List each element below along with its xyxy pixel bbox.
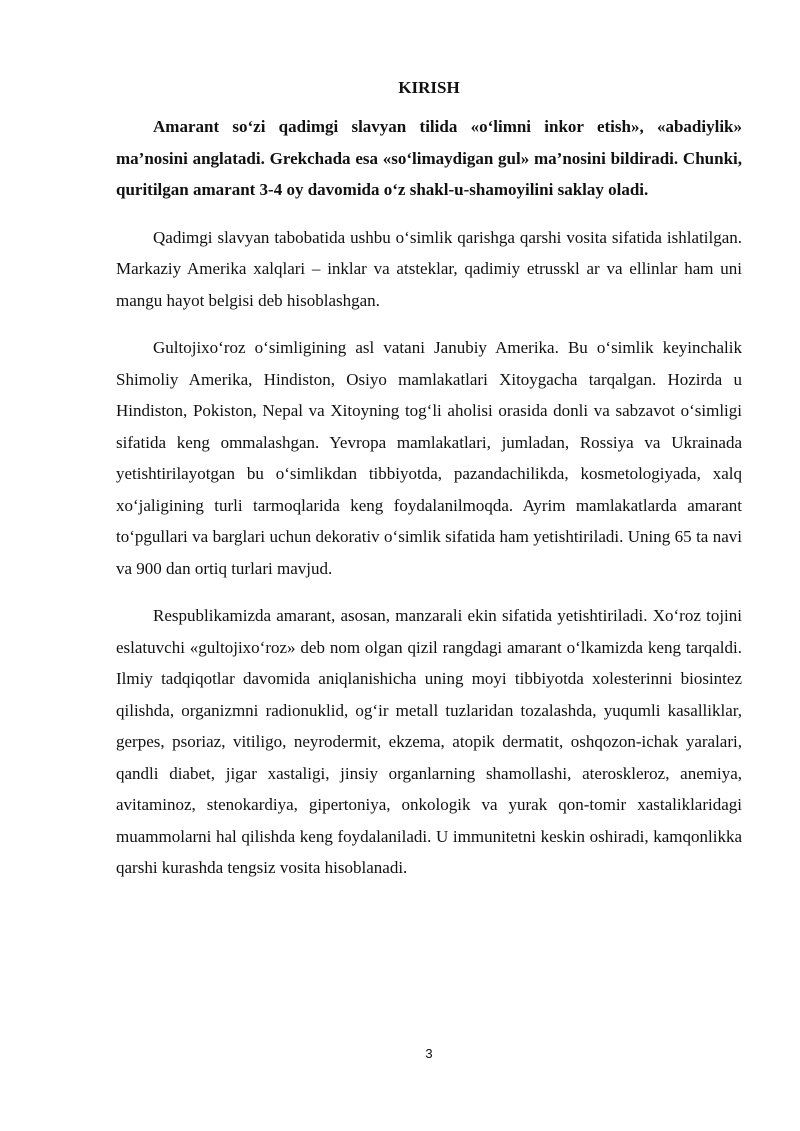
intro-paragraph: Amarant so‘zi qadimgi slavyan tilida «o‘limni inkor etish», «abadiylik» ma’nosini anglatadi. Grekchada esa «so‘limaydigan gul» ma’nosini bildiradi. Chunki, quritilgan amarant 3-4 oy davomida o‘z shakl-u-shamoyilini saklay oladi. — [116, 117, 742, 199]
paragraph-origin: Gultojixo‘roz o‘simligining asl vatani Janubiy Amerika. Bu o‘simlik keyinchalik Shimoliy Amerika, Hindiston, Osiyo mamlakatlari Xitoygacha tarqalgan. Hozirda u Hindiston, Pokiston, Nepal va Xitoyning tog‘li aholisi orasida donli va sabzavot o‘simligi sifatida keng ommalashgan. Yevropa mamlakatlari, jumladan, Rossiya va Ukrainada yetishtirilayotgan bu o‘simlikdan tibbiyotda, pazandachilikda, kosmetologiyada, xalq xo‘jaligining turli tarmoqlarida keng foydalanilmoqda. Ayrim mamlakatlarda amarant to‘pgullari va barglari uchun dekorativ o‘simlik sifatida ham yetishtiriladi. Uning 65 ta navi va 900 dan ortiq turlari mavjud. — [116, 338, 742, 578]
paragraph-history: Qadimgi slavyan tabobatida ushbu o‘simlik qarishga qarshi vosita sifatida ishlatilgan. Markaziy Amerika xalqlari – inklar va atsteklar, qadimiy etrusskl ar va ellinlar ham uni mangu hayot belgisi deb hisoblashgan. — [116, 227, 742, 310]
paragraph-uses: Respublikamizda amarant, asosan, manzarali ekin sifatida yetishtiriladi. Xo‘roz tojini eslatuvchi «gultojixo‘roz» deb nom olgan qizil rangdagi amarant o‘lkamizda keng tarqaldi. Ilmiy tadqiqotlar davomida aniqlanishicha uning moyi tibbiyotda xolesterinni biosintez qilishda, organizmni radionuklid, og‘ir metall tuzlaridan tozalashda, yuqumli kasalliklar, gerpes, psoriaz, vitiligo, neyrodermit, ekzema, atopik dermatit, oshqozon-ichak yaralari, qandli diabet, jigar xastaligi, jinsiy organlarning shamollashi, ateroskleroz, anemiya, avitaminoz, stenokardiya, gipertoniya, onkologik va yurak qon-tomir xastaliklaridagi muammolarni hal qilishda keng foydalaniladi. U immunitetni keskin oshiradi, kamqonlikka qarshi kurashda tengsiz vosita hisoblanadi. — [116, 606, 742, 877]
page-number: 3 — [425, 1046, 433, 1061]
section-title: KIRISH — [398, 78, 460, 97]
document-page — [116, 74, 742, 884]
